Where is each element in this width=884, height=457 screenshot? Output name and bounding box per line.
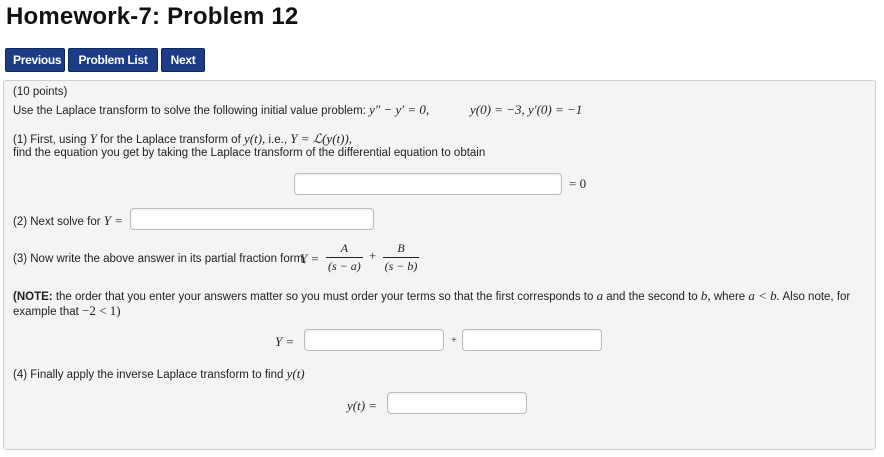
step2-text: (2) Next solve for <box>13 216 101 228</box>
step1-Y: Y <box>89 131 97 146</box>
step1-line2: find the equation you get by taking the Laplace transform of the differential equation to obtain <box>13 147 486 159</box>
step1-definition: Y = ℒ(y(t)), <box>290 131 353 146</box>
yt-answer-input[interactable] <box>387 392 527 414</box>
note-label: (NOTE: <box>13 291 53 303</box>
fraction-A-numerator: A <box>340 241 349 255</box>
plus-sign: + <box>369 248 377 264</box>
equals-zero: = 0 <box>569 176 587 191</box>
step1-line1 <box>13 131 352 147</box>
step1-text-a: (1) First, using <box>13 134 87 146</box>
step1-yt: y(t), <box>243 131 266 146</box>
partial-fraction-term1-input[interactable] <box>304 329 444 351</box>
note-b: b, <box>700 288 711 303</box>
note-line2 <box>13 303 121 319</box>
fraction-B <box>383 241 420 274</box>
initial-conditions: y(0) = −3, y′(0) = −1 <box>470 102 583 117</box>
note-where: where <box>713 291 746 303</box>
note-line1 <box>13 288 850 304</box>
previous-button[interactable]: Previous <box>5 48 65 72</box>
transformed-equation-input[interactable] <box>294 173 562 195</box>
note-a: a <box>596 288 604 303</box>
intro-text: Use the Laplace transform to solve the following initial value problem: <box>13 105 366 117</box>
problem-nav <box>5 48 205 72</box>
partial-fraction-template <box>326 241 419 274</box>
answer-plus-sign: + <box>451 335 457 346</box>
step3-Y: Y = <box>300 251 320 266</box>
note-line2-text: example that <box>13 306 79 318</box>
step1-text-c: i.e., <box>268 134 288 146</box>
step1-text-b: for the Laplace transform of <box>100 134 241 146</box>
ode-equation: y″ − y′ = 0, <box>369 102 430 117</box>
note-text: the order that you enter your answers matter so you must order your terms so that the first corresponds to <box>55 291 594 303</box>
problem-intro <box>13 102 429 118</box>
note-tail: Also note, for <box>782 291 851 303</box>
partial-fraction-term2-input[interactable] <box>462 329 602 351</box>
step3-label: (3) Now write the above answer in its partial fraction form, <box>13 253 307 265</box>
fraction-A-denominator: (s − a) <box>328 259 361 273</box>
step2-label <box>13 213 123 229</box>
fraction-B-numerator: B <box>397 241 405 255</box>
points-label: (10 points) <box>13 86 68 98</box>
note-inequality: a < b. <box>748 288 780 303</box>
problem-list-button[interactable]: Problem List <box>68 48 158 72</box>
fraction-B-denominator: (s − b) <box>384 259 418 273</box>
page-title: Homework-7: Problem 12 <box>6 3 299 30</box>
note-example: −2 < 1) <box>82 303 121 318</box>
problem-panel <box>3 80 876 450</box>
step4-yt: y(t) <box>286 366 305 381</box>
step2-Y: Y = <box>103 213 124 228</box>
answer-Y-label: Y = <box>275 334 295 349</box>
solve-Y-input[interactable] <box>130 208 374 230</box>
yt-answer-label: y(t) = <box>347 398 378 413</box>
next-button[interactable]: Next <box>161 48 205 72</box>
step4-text: (4) Finally apply the inverse Laplace transform to find <box>13 369 284 381</box>
fraction-A <box>326 241 363 274</box>
step4-label <box>13 366 305 382</box>
note-mid: and the second to <box>606 291 698 303</box>
